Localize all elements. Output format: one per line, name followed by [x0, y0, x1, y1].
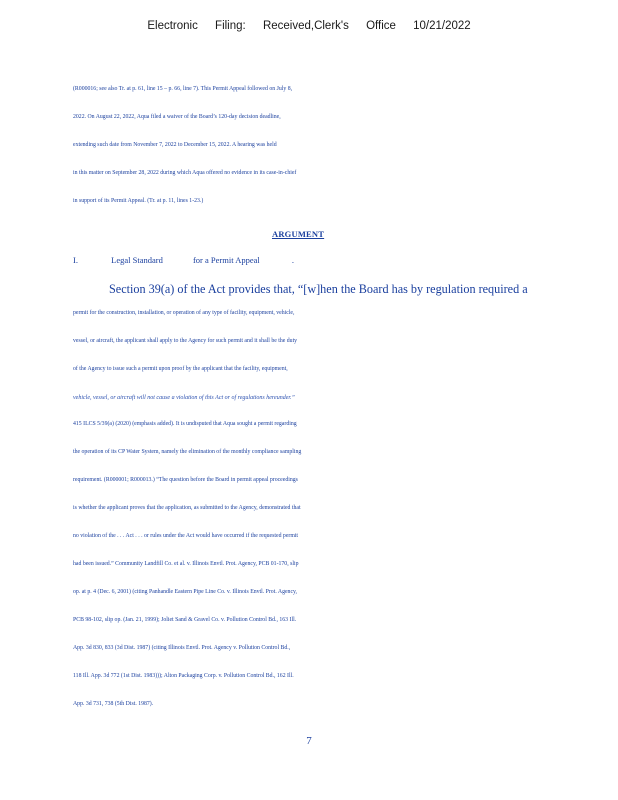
header-received: Received,Clerk's	[262, 20, 349, 32]
paragraph2-line2: permit for the construction, installation, or operation of any type of facility, equipment, vehicle,	[73, 310, 295, 316]
paragraph2-line15: 118 Ill. App. 3d 772 (1st Dist. 1983))); Alton Packaging Corp. v. Pollution Control Bd., 162 Ill.	[73, 673, 294, 679]
paragraph2-line16: App. 3d 731, 738 (5th Dist. 1987).	[73, 701, 154, 707]
paragraph2-line8: requirement. (R000001; R000013.) “The question before the Board in permit appeal proceedings	[73, 477, 298, 483]
header-office: Office	[366, 20, 396, 32]
paragraph2-line3: vessel, or aircraft, the applicant shall apply to the Agency for such permit and it shall be the duty	[73, 338, 298, 344]
paragraph1-line5: in support of its Permit Appeal. (Tr. at p. 11, lines 1-23.)	[73, 198, 204, 204]
paragraph2-line6: 415 ILCS 5/39(a) (2020) (emphasis added). It is undisputed that Aqua sought a permit regarding	[73, 421, 297, 427]
header-date: 10/21/2022	[413, 20, 471, 32]
page-number: 7	[306, 735, 312, 747]
section-heading	[73, 255, 294, 265]
filing-header	[0, 20, 618, 32]
section-title-b: for a Permit Appeal	[192, 255, 260, 265]
argument-heading: ARGUMENT	[272, 229, 325, 239]
header-electronic: Electronic	[147, 20, 198, 32]
paragraph2-line9: is whether the applicant proves that the application, as submitted to the Agency, demonstrated that	[73, 505, 301, 511]
paragraph2-line12: op. at p. 4 (Dec. 6, 2001) (citing Panhandle Eastern Pipe Line Co. v. Illinois Envtl. Prot. Agency,	[73, 589, 297, 595]
paragraph2-line14: App. 3d 830, 833 (3d Dist. 1987) (citing Illinois Envtl. Prot. Agency v. Pollution Control Bd.,	[73, 645, 291, 651]
section-end: .	[291, 255, 295, 265]
paragraph1-line2: 2022. On August 22, 2022, Aqua filed a waiver of the Board’s 120-day decision deadline,	[73, 114, 281, 120]
section-title-a: Legal Standard	[111, 255, 163, 265]
paragraph2-line1: Section 39(a) of the Act provides that, “[w]hen the Board has by regulation required a	[109, 282, 528, 296]
section-number: I.	[73, 255, 78, 265]
paragraph1-line4: in this matter on September 28, 2022 during which Aqua offered no evidence in its case-in-chief	[73, 170, 297, 176]
paragraph1-line3: extending such date from November 7, 2022 to December 15, 2022. A hearing was held	[73, 142, 277, 148]
paragraph2-line7: the operation of its CP Water System, namely the elimination of the monthly compliance sampling	[73, 449, 302, 455]
paragraph2-line5: vehicle, vessel, or aircraft will not cause a violation of this Act or of regulations hereunder.”	[73, 395, 295, 401]
header-filing: Filing:	[215, 20, 246, 32]
paragraph2-line10: no violation of the . . . Act . . . or rules under the Act would have occurred if the requested permit	[73, 533, 299, 539]
paragraph2-line4: of the Agency to issue such a permit upon proof by the applicant that the facility, equipment,	[73, 366, 288, 372]
paragraph2-line11: had been issued.” Community Landfill Co. et al. v. Illinois Envtl. Prot. Agency, PCB 01-170, slip	[73, 561, 299, 567]
paragraph1-line1: (R000016; see also Tr. at p. 61, line 15 – p. 66, line 7). This Permit Appeal followed on July 8,	[73, 86, 293, 92]
paragraph2-line13: PCB 98-102, slip op. (Jan. 21, 1999); Joliet Sand & Gravel Co. v. Pollution Control Bd., 163 Ill.	[73, 617, 297, 623]
